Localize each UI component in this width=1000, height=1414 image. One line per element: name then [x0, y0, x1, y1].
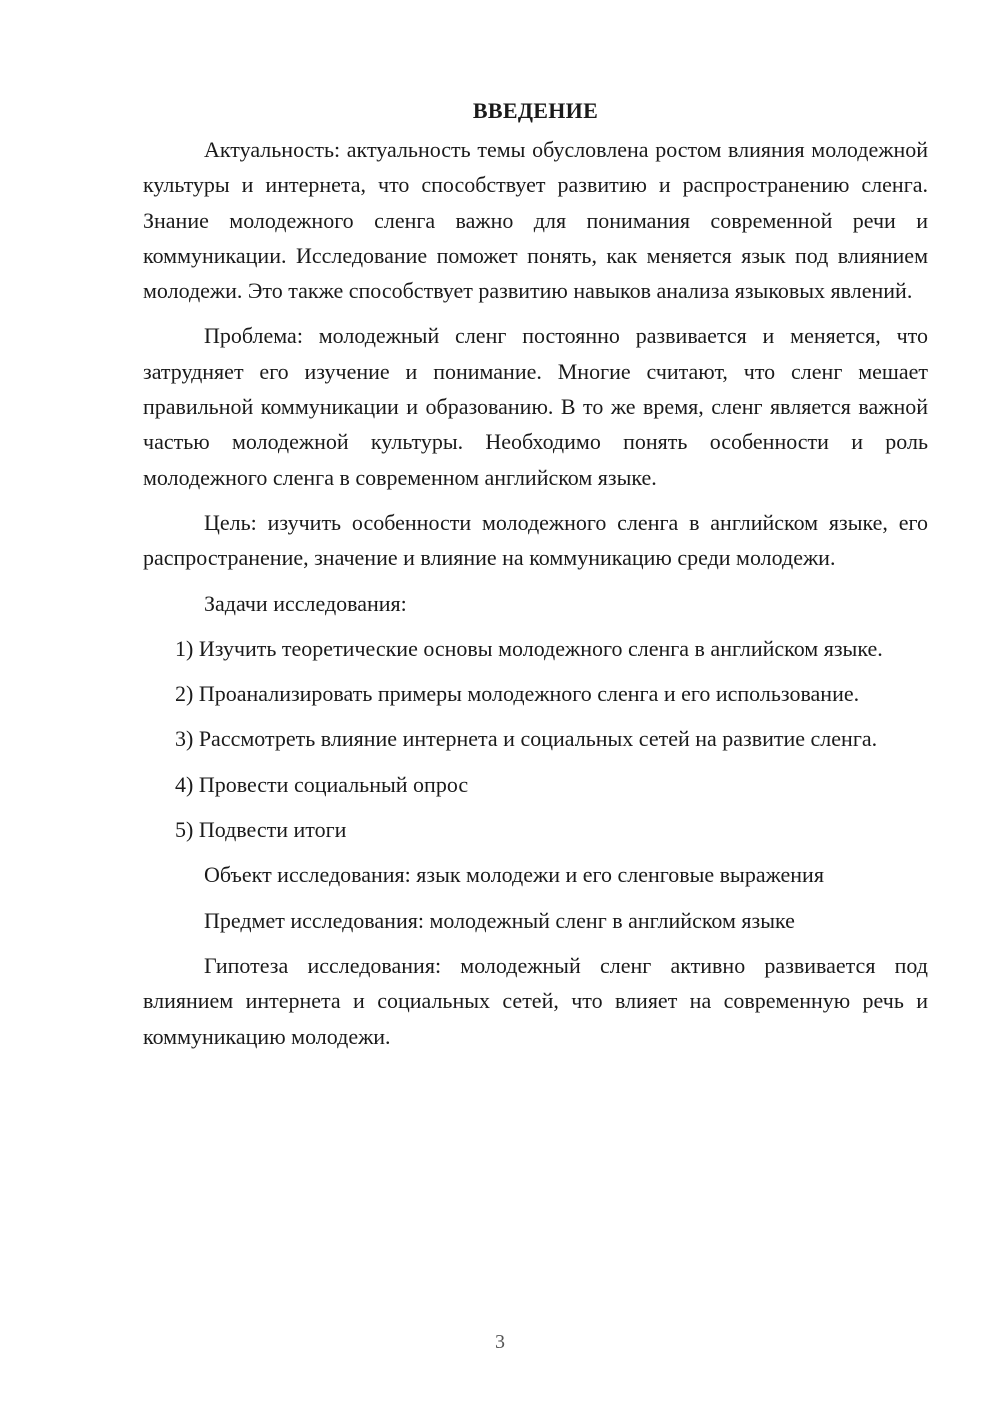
paragraph-problem: Проблема: молодежный сленг постоянно развивается и меняется, что затрудняет его изучение и понимание. Многие считают, что сленг мешает правильной коммуникации и образованию. В то же время, сленг является важной частью молодежной культуры. Необходимо понять особенности и роль молодежного сленга в современном английском языке.: [143, 323, 928, 490]
research-hypothesis: Гипотеза исследования: молодежный сленг активно развивается под влиянием интернета и социальных сетей, что влияет на современную речь и коммуникацию молодежи.: [143, 952, 928, 1049]
paragraph-relevance: Актуальность: актуальность темы обусловлена ростом влияния молодежной культуры и интернета, что способствует развитию и распространению сленга. Знание молодежного сленга важно для понимания современной речи и коммуникации. Исследование поможет понять, как меняется язык под влиянием молодежи. Это также способствует развитию навыков анализа языковых явлений.: [143, 137, 928, 304]
task-item-1: 1) Изучить теоретические основы молодежного сленга в английском языке.: [175, 635, 883, 661]
task-item-3: 3) Рассмотреть влияние интернета и социальных сетей на развитие сленга.: [175, 726, 878, 752]
tasks-heading: Задачи исследования:: [204, 590, 407, 616]
task-item-2: 2) Проанализировать примеры молодежного сленга и его использование.: [175, 681, 860, 707]
task-item-5: 5) Подвести итоги: [175, 817, 347, 843]
research-subject: Предмет исследования: молодежный сленг в английском языке: [204, 907, 795, 933]
document-page: [143, 93, 928, 1064]
section-title: ВВЕДЕНИЕ: [472, 98, 599, 123]
paragraph-goal: Цель: изучить особенности молодежного сленга в английском языке, его распространение, значение и влияние на коммуникацию среди молодежи.: [143, 509, 928, 571]
research-object: Объект исследования: язык молодежи и его сленговые выражения: [204, 862, 824, 888]
page-number: 3: [495, 1331, 505, 1353]
task-item-4: 4) Провести социальный опрос: [175, 771, 469, 797]
